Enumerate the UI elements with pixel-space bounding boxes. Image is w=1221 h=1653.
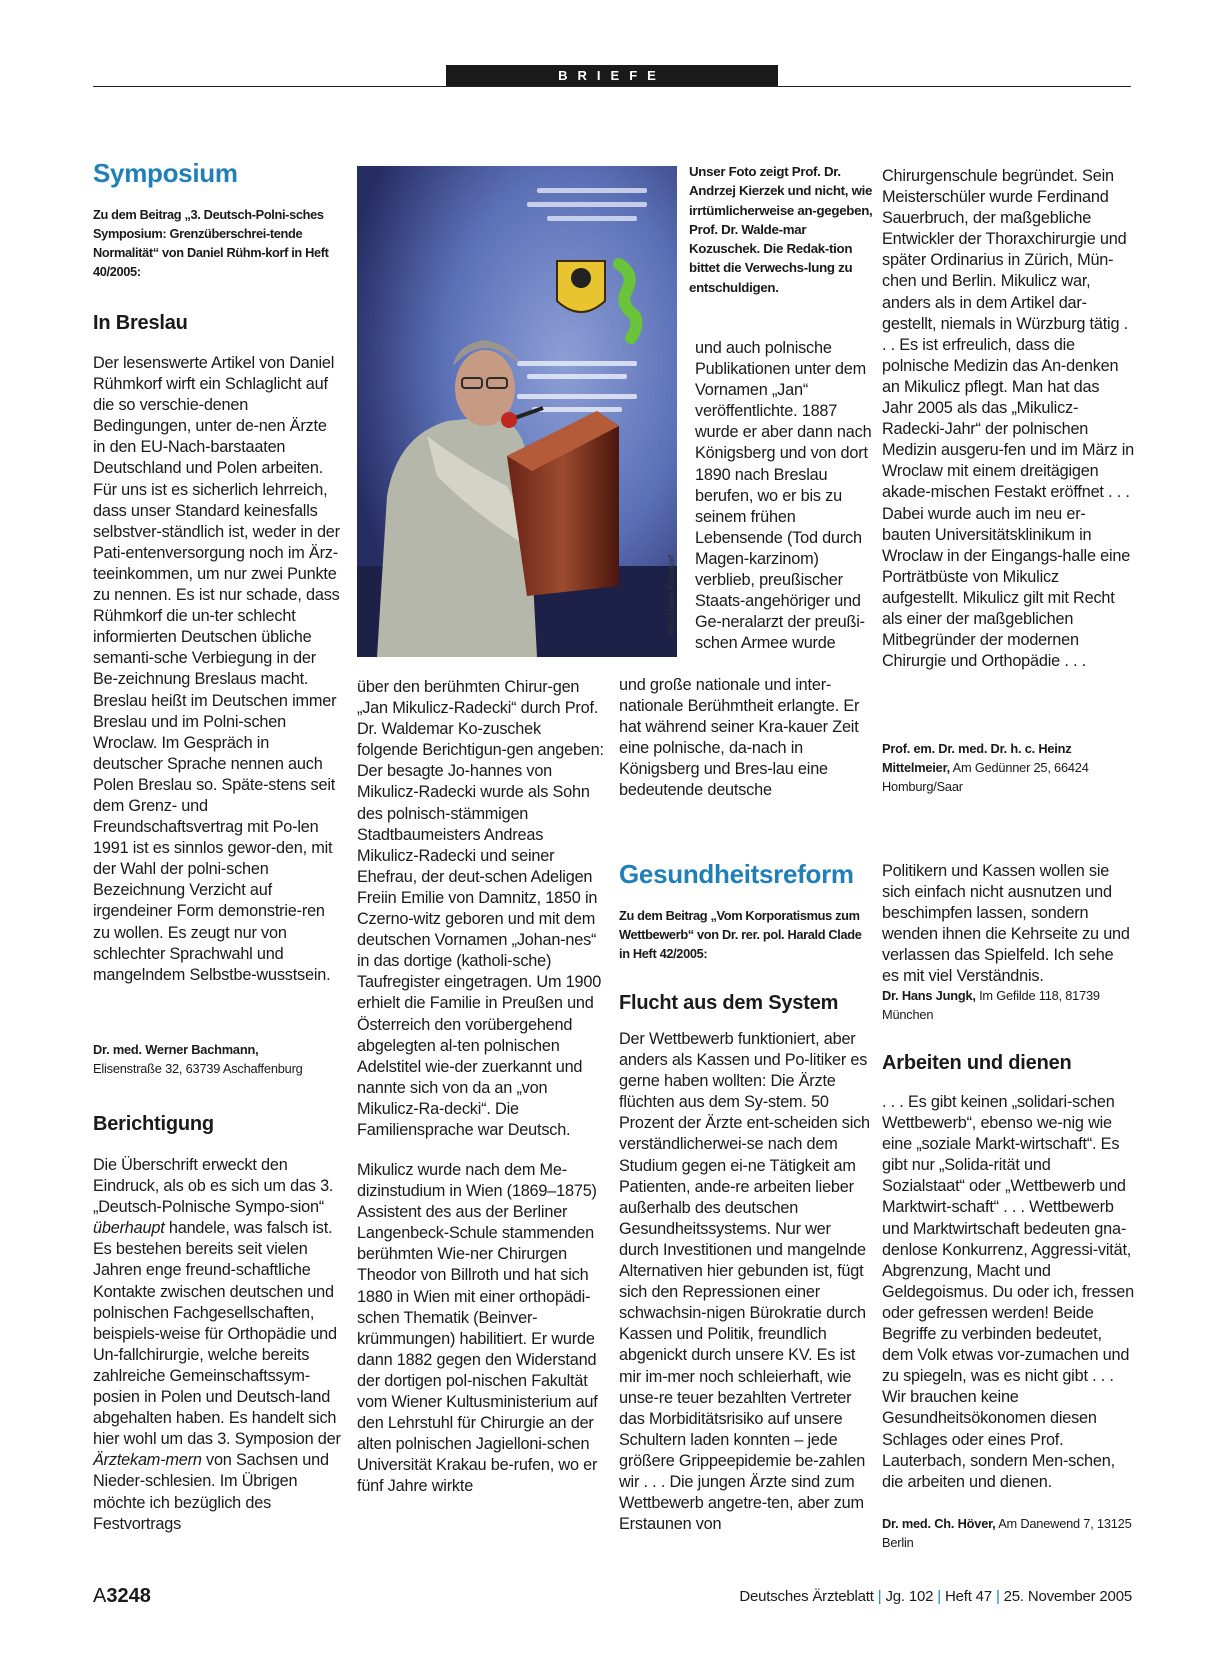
journal-name: Deutsches Ärzteblatt xyxy=(739,1588,874,1605)
speaker-photo-image xyxy=(357,166,677,657)
author-address: Am Danewend 7, 13125 Berlin xyxy=(882,1516,1132,1550)
journal-volume: Jg. 102 xyxy=(885,1588,934,1605)
letter-breslau-body: Der lesenswerte Artikel von Daniel Rühmkorf wirft ein Schlaglicht auf die so verschie-denen Bedingungen, unter de-nen Ärzte in den EU-Nach-barstaaten Deutschland und Polen arbeiten. Für uns ist es sicherlich lehrreich, dass unser Standard keinesfalls selbstver-ständlich ist, weder in der Pati-entenversorgung noch im Ärz-teeinkommen, um nur zwei Punkte zu nennen. Es ist nur schade, dass Rühmkorf die un-ter schlecht informierten Deutschen übliche semanti-sche Verbiegung in der Be-zeichnung Breslaus macht. Breslau heißt im Deutschen immer Breslau und im Polni-schen Wroclaw. Im Gespräch in deutscher Sprache nennen auch Polen Breslau so. Späte-stens seit dem Grenz- und Freundschaftsvertrag mit Po-len 1991 ist es sinnlos gewor-den, mit der Wahl der polni-schen Bezeichnung Verzicht auf irgendeiner Form demonstrie-ren zu wollen. Es zeugt nur von schlechter Sprachwahl und mangelndem Selbstbe-wusstsein. xyxy=(93,354,340,984)
letter-flucht-body-cont: Politikern und Kassen wollen sie sich einfach nicht ausnutzen und beschimpfen lassen, sondern wenden ihnen die Kehrseite zu und verlassen das Spielfeld. Ich sehe es mit viel Verständnis. xyxy=(882,862,1130,986)
letter-berichtigung-col3b: und große nationale und inter-nationale Berühmtheit erlangte. Er hat während seiner Kra-kauer Zeit eine polnische, da-nach in Königsberg und Bres-lau eine bedeutende deutsche xyxy=(619,676,860,800)
letter-berichtigung-col3a: und auch polnische Publikationen unter dem Vornamen „Jan“ veröffentlichte. 1887 wurde er aber dann nach Königsberg und von dort 1890 nach Breslau berufen, wo er bis zu seinem frühen Lebensende (Tod durch Magen-karzinom) verblieb, preußischer Staats-angehöriger und Ge-neralarzt der preußi-schen Armee wurde xyxy=(695,339,872,653)
author-address: Elisenstraße 32, 63739 Aschaffenburg xyxy=(93,1061,303,1076)
signature-mittelmeier xyxy=(882,739,1132,796)
signature-hoever xyxy=(882,1514,1132,1552)
journal-date: 25. November 2005 xyxy=(1003,1588,1132,1605)
symposium-intro: Zu dem Beitrag „3. Deutsch-Polni-sches Symposium: Grenzüberschrei-tende Normalität“ von Daniel Rühm-korf in Heft 40/2005: xyxy=(93,207,329,279)
heading-arbeiten: Arbeiten und dienen xyxy=(882,1052,1072,1074)
signature-bachmann xyxy=(93,1040,353,1078)
page-number-value: 3248 xyxy=(106,1585,151,1607)
journal-issue: Heft 47 xyxy=(944,1588,992,1605)
page-prefix: A xyxy=(93,1585,107,1607)
letter-berichtigung-col2b: Mikulicz wurde nach dem Me-dizinstudium in Wien (1869–1875) Assistent des aus der Berliner Langenbeck-Schule stammenden berühmten Wie-ner Chirurgen Theodor von Billroth und hat sich 1880 in Wien mit einer orthopädi-schen Thematik (Beinver-krümmungen) habilitiert. Er wurde dann 1882 gegen den Widerstand der dortigen pol-nischen Fakultät vom Wiener Kultusministerium auf den Lehrstuhl für Chirurgie an der alten polnischen Jagielloni-schen Universität Krakau be-rufen, wo er fünf Jahre wirkte xyxy=(357,1161,598,1496)
letter-berichtigung-body: Die Überschrift erweckt den Eindruck, als ob es sich um das 3. „Deutsch-Polnische Sympo-sion“ überhaupt handele, was falsch ist. Es bestehen bereits seit vielen Jahren enge freund-schaftliche Kontakte zwischen deutschen und polnischen Fachgesellschaften, beispiels-weise für Orthopädie und Un-fallchirurgie, welche bereits zahlreiche Gemeinschaftssym-posien in Polen und Deutsch-land abgehalten haben. Es handelt sich hier wohl um das 3. Symposion der Ärztekam-mern von Sachsen und Nieder-schlesien. Im Übrigen möchte ich bezüglich des Festvortrags xyxy=(93,1156,341,1533)
footer-citation: Deutsches Ärzteblatt | Jg. 102 | Heft 47 | 25. November 2005 xyxy=(739,1588,1132,1605)
header-rule xyxy=(93,86,1131,87)
author-name: Dr. med. Ch. Höver, xyxy=(882,1516,996,1531)
author-address: Am Gedünner 25, 66424 Homburg/Saar xyxy=(882,760,1089,794)
author-name: Prof. em. Dr. med. Dr. h. c. Heinz Mittelmeier, xyxy=(882,741,1072,775)
author-name: Dr. Hans Jungk, xyxy=(882,988,976,1003)
photo-credit: Foto: Daniel Rühmkorf xyxy=(667,554,676,635)
section-title-symposium: Symposium xyxy=(93,158,238,188)
letter-flucht-body: Der Wettbewerb funktioniert, aber anders als Kassen und Po-litiker es gerne haben wollten: Die Ärzte flüchten aus dem Sy-stem. 50 Prozent der Ärzte ent-scheiden sich verständlicherwei-se nach dem Studium gegen ei-ne Tätigkeit am Patienten, ande-re arbeiten lieber außerhalb des deutschen Gesundheitssystems. Nur wer durch Investitionen und mangelnde Alternativen hier gebunden ist, fügt sich den Repressionen einer schwachsin-nigen Bürokratie durch Kassen und Politik, freundlich abgenickt durch unsere KV. Es ist mir im-mer noch schleierhaft, wie unse-re teuer bezahlten Vertreter das Morbiditätsrisiko auf unsere Schultern laden konnten – jede größere Grippeepidemie be-zahlen wir . . . Die jungen Ärzte sind zum Wettbewerb angetre-ten, aber zum Erstaunen von xyxy=(619,1030,870,1534)
page-number xyxy=(93,1585,151,1608)
signature-jungk xyxy=(882,986,1132,1024)
gesundheitsreform-intro: Zu dem Beitrag „Vom Korporatismus zum Wettbewerb“ von Dr. rer. pol. Harald Clade in Heft 42/2005: xyxy=(619,908,862,961)
heading-in-breslau: In Breslau xyxy=(93,312,188,334)
heading-berichtigung: Berichtigung xyxy=(93,1113,214,1135)
author-name: Dr. med. Werner Bachmann, xyxy=(93,1042,259,1057)
letter-arbeiten-body: . . . Es gibt keinen „solidari-schen Wettbewerb“, ebenso we-nig wie eine „soziale Markt-wirtschaft“. Es gibt nur „Solida-rität und Sozialstaat“ oder „Wettbewerb und Marktwirt-schaft“ . . . Wettbewerb und Marktwirtschaft bedeuten gna-denlose Konkurrenz, Aggressi-vität, Abgrenzung, Macht und Geldegoismus. Du oder ich, fressen oder gefressen werden! Beide Begriffe zu verbinden bedeutet, dem Volk etwas vor-zumachen und zu spiegeln, was es nicht gibt . . . Wir brauchen keine Gesundheitsökonomen diesen Schlages oder eines Prof. Lauterbach, sondern Men-schen, die arbeiten und dienen. xyxy=(882,1093,1135,1491)
section-header: BRIEFE xyxy=(446,65,778,86)
photo-speaker xyxy=(357,166,677,657)
photo-caption: Unser Foto zeigt Prof. Dr. Andrzej Kierzek und nicht, wie irrtümlicherweise an-gegeben, Prof. Dr. Walde-mar Kozuschek. Die Redak-tion bittet die Verwechs-lung zu entschuldigen. xyxy=(689,164,873,295)
section-title-gesundheitsreform: Gesundheitsreform xyxy=(619,859,854,889)
letter-berichtigung-col2: über den berühmten Chirur-gen „Jan Mikulicz-Radecki“ durch Prof. Dr. Waldemar Ko-zuschek folgende Berichtigun-gen angeben: Der besagte Jo-hannes von Mikulicz-Radecki wurde als Sohn des polnisch-stämmigen Stadtbaumeisters Andreas Mikulicz-Radecki und seiner Ehefrau, der deut-schen Adeligen Freiin Emilie von Damnitz, 1850 in Czerno-witz geboren und mit dem deutschen Vornamen „Johan-nes“ in das dortige (katholi-sche) Taufregister eingetragen. Um 1900 erhielt die Familie in Preußen und Österreich den vorübergehend abgelegten al-ten polnischen Adelstitel wie-der zuerkannt und nannte sich von da an „von Mikulicz-Ra-decki“. Die Familiensprache war Deutsch. xyxy=(357,678,604,1139)
author-address: Im Gefilde 118, 81739 München xyxy=(882,988,1100,1022)
letter-berichtigung-col4: Chirurgenschule begründet. Sein Meisterschüler wurde Ferdinand Sauerbruch, der maßgebliche Entwickler der Thoraxchirurgie und später Ordinarius in Zürich, Mün-chen und Berlin. Mikulicz war, anders als in dem Artikel dar-gestellt, niemals in Würzburg tätig . . . Es ist erfreulich, dass die polnische Medizin das An-denken an Mikulicz pflegt. Man hat das Jahr 2005 als das „Mikulicz-Radecki-Jahr“ der polnischen Medizin ausgeru-fen und im März in Wroclaw mit einem dreitägigen akade-mischen Festakt eröffnet . . . Dabei wurde auch im neu er-bauten Universitätsklinikum in Wroclaw in der Eingangs-halle eine Porträtbüste von Mikulicz aufgestellt. Mikulicz gilt mit Recht als einer der maßgeblichen Mitbegründer der modernen Chirurgie und Orthopädie . . . xyxy=(882,167,1135,671)
heading-flucht: Flucht aus dem System xyxy=(619,992,839,1014)
